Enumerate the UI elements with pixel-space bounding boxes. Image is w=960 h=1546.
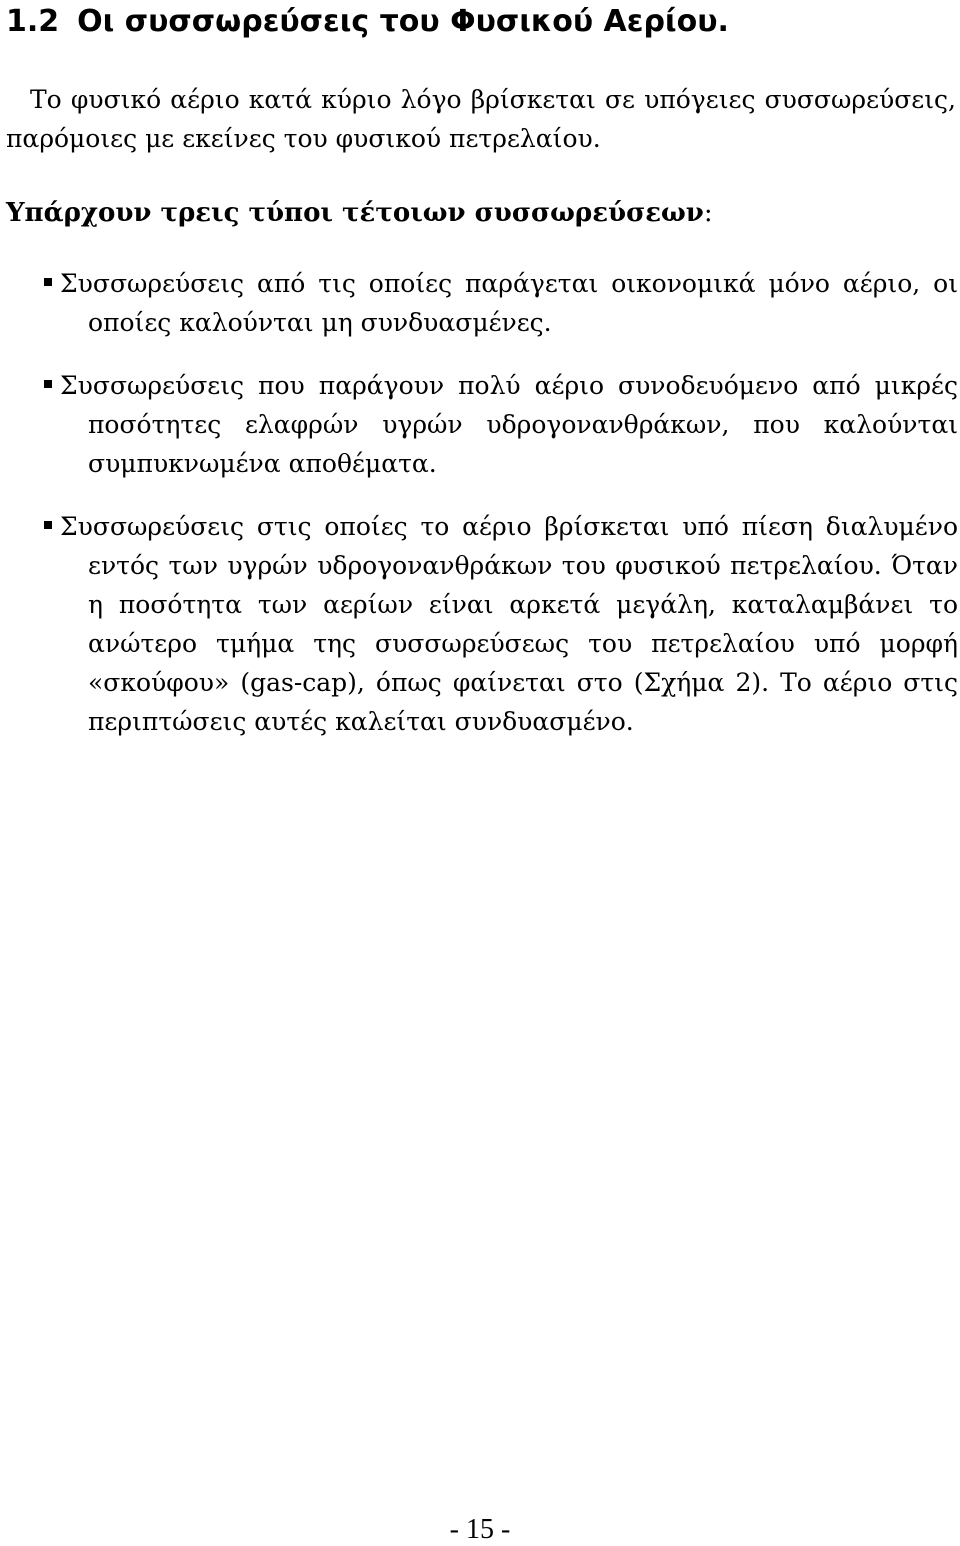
list-item bbox=[48, 366, 958, 483]
section-heading bbox=[6, 2, 729, 42]
section-number: 1.2 bbox=[6, 4, 60, 39]
intro-paragraph: Το φυσικό αέριο κατά κύριο λόγο βρίσκεται σε υπόγειες συσσωρεύσεις, παρόμοιες με εκείνες του φυσικού πετρελαίου. bbox=[6, 85, 956, 153]
list-item-text: Συσσωρεύσεις που παράγουν πολύ αέριο συνοδευόμενο από μικρές ποσότητες ελαφρών υγρών υδρογονανθράκων, που καλούνται συμπυκνωμένα αποθέματα. bbox=[60, 371, 958, 478]
list-item bbox=[48, 264, 958, 342]
square-bullet-icon bbox=[44, 380, 52, 388]
types-heading-colon: : bbox=[703, 198, 713, 228]
square-bullet-icon bbox=[44, 278, 52, 286]
list-item bbox=[48, 507, 958, 741]
types-heading-text: Υπάρχουν τρεις τύποι τέτοιων συσσωρεύσεων bbox=[6, 198, 704, 228]
types-heading bbox=[6, 193, 713, 233]
list-item-text: Συσσωρεύσεις στις οποίες το αέριο βρίσκεται υπό πίεση διαλυμένο εντός των υγρών υδρογονανθράκων του φυσικού πετρελαίου. Όταν η ποσότητα των αερίων είναι αρκετά μεγάλη, καταλαμβάνει το ανώτερο τμήμα της συσσωρεύσεως του πετρελαίου υπό μορφή «σκούφου» (gas-cap), όπως φαίνεται στο (Σχήμα 2). Το αέριο στις περιπτώσεις αυτές καλείται συνδυασμένο. bbox=[60, 512, 958, 736]
square-bullet-icon bbox=[44, 521, 52, 529]
section-title: Οι συσσωρεύσεις του Φυσικού Αερίου. bbox=[77, 4, 729, 39]
list-item-text: Συσσωρεύσεις από τις οποίες παράγεται οικονομικά μόνο αέριο, οι οποίες καλούνται μη συνδυασμένες. bbox=[60, 269, 958, 337]
page-number: - 15 - bbox=[449, 1514, 511, 1545]
